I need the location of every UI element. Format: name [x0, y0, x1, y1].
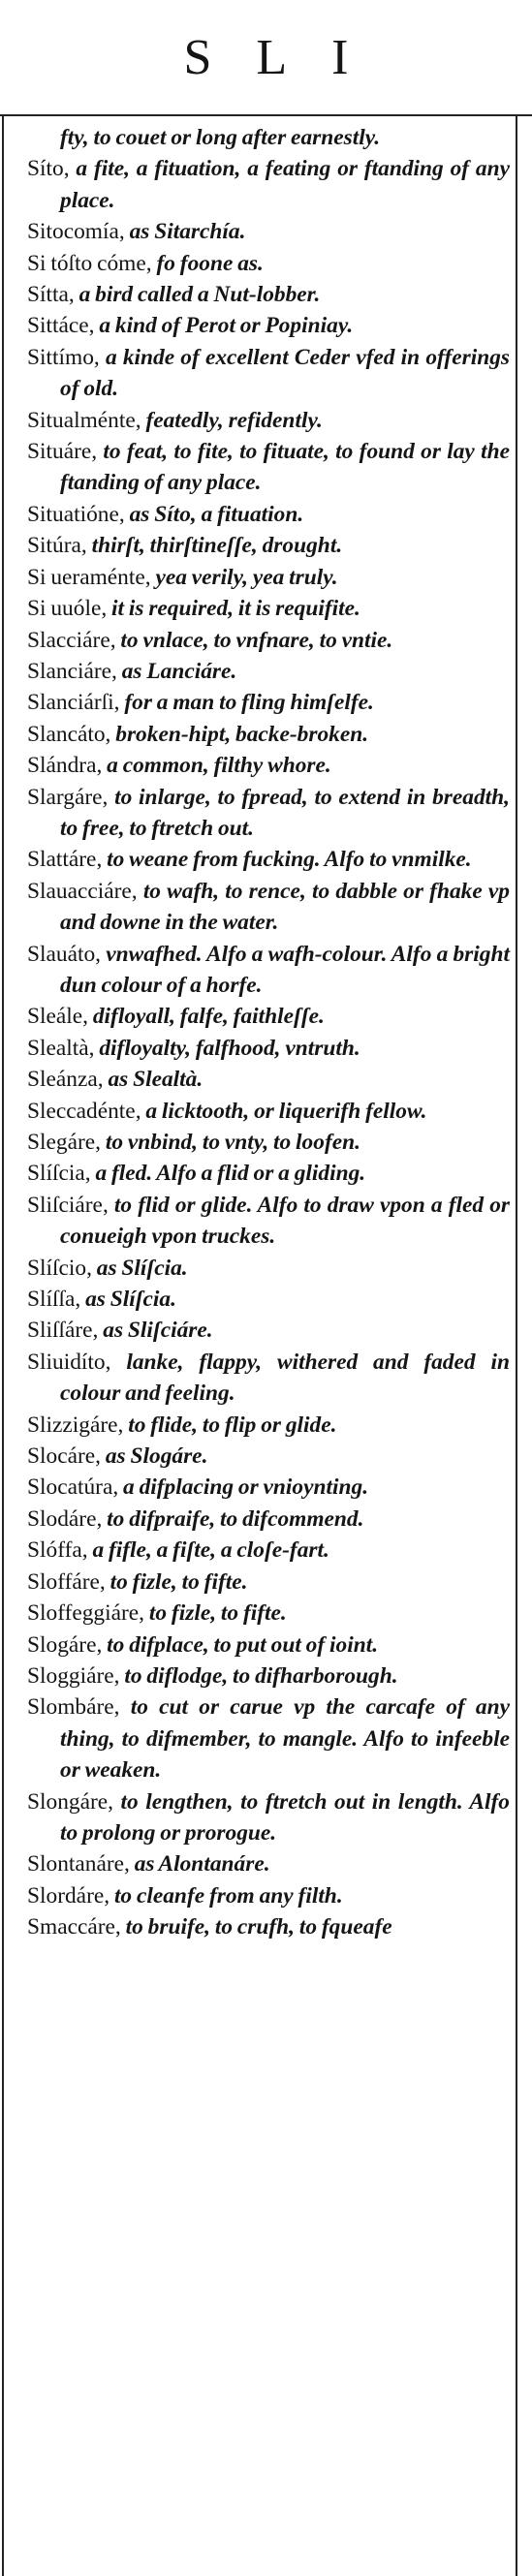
entry-headword: Sittáce,	[27, 313, 100, 339]
entry-definition: a difplacing or vnioynting.	[123, 1474, 369, 1501]
entry-definition: broken-hipt, backe-broken.	[115, 721, 369, 747]
dictionary-entry	[27, 1001, 510, 1032]
dictionary-entry	[27, 1441, 510, 1472]
entry-definition: to bruife, to crufh, to fqueafe	[125, 1914, 392, 1940]
dictionary-entry	[27, 876, 510, 939]
dictionary-entry	[27, 1190, 510, 1253]
entry-headword: Slordáre,	[27, 1882, 114, 1909]
entry-definition: to vnbind, to vnty, to loofen.	[105, 1130, 360, 1155]
entry-definition: lanke, flappy, withered and faded in colour and feeling.	[60, 1349, 510, 1407]
entry-definition: as Slíſcia.	[96, 1255, 188, 1281]
entry-definition: thirſt, thirſtineſſe, drought.	[91, 533, 343, 559]
dictionary-entry	[27, 153, 510, 216]
entry-headword: Slodáre,	[27, 1505, 108, 1532]
dictionary-entry	[27, 405, 510, 436]
entry-definition: a kind of Perot or Popiniay.	[99, 313, 354, 339]
entry-definition: to lengthen, to ftretch out in length. Alfo to prolong or prorogue.	[60, 1788, 510, 1846]
dictionary-entry	[27, 1096, 510, 1127]
dictionary-entry	[27, 1253, 510, 1284]
entry-headword: Sloffáre,	[27, 1568, 110, 1595]
entry-headword: Slongáre,	[27, 1788, 121, 1815]
entry-headword: Slocáre,	[27, 1443, 106, 1470]
entry-headword: Sitocomía,	[27, 219, 130, 245]
dictionary-entry	[27, 1504, 510, 1535]
dictionary-entry	[27, 1535, 510, 1566]
running-head	[0, 0, 532, 114]
entry-headword: Slanciárſi,	[27, 690, 125, 716]
entry-definition: as Síto, a fituation.	[129, 501, 304, 527]
entry-definition: it is required, it is requifite.	[111, 596, 360, 622]
entry-definition: featedly, refidently.	[145, 407, 323, 433]
entry-headword: Sliſſáre,	[27, 1318, 104, 1344]
entry-definition: to difplace, to put out of ioint.	[107, 1631, 379, 1658]
entry-headword: Slogáre,	[27, 1631, 108, 1658]
entry-headword: Slontanáre,	[27, 1851, 135, 1878]
entry-headword: Slargáre,	[27, 784, 115, 810]
entry-headword: Slattáre,	[27, 847, 108, 873]
entry-headword: Si uuóle,	[27, 596, 112, 622]
dictionary-entry	[27, 1315, 510, 1346]
entry-definition: as Sliſciáre.	[103, 1318, 213, 1344]
entry-headword: Slacciáre,	[27, 627, 121, 653]
entry-headword: Si tóſto cóme,	[27, 250, 157, 276]
entry-headword: Si ueraménte,	[27, 564, 156, 590]
entry-headword: Sloffeggiáre,	[27, 1600, 149, 1627]
dictionary-entry	[27, 1033, 510, 1064]
dictionary-entry	[27, 1880, 510, 1911]
entry-definition: a fled. Alfo a flid or a gliding.	[95, 1161, 366, 1187]
dictionary-entry	[27, 1660, 510, 1691]
dictionary-entry	[27, 499, 510, 530]
entry-definition: a common, filthy whore.	[107, 753, 331, 779]
entry-headword: Slíſſa,	[27, 1287, 86, 1313]
entry-headword: Slíſcio,	[27, 1255, 97, 1281]
column-rule-left	[2, 114, 4, 2576]
entry-definition: a bird called a Nut-lobber.	[78, 282, 321, 308]
entry-definition: to flide, to flip or glide.	[128, 1412, 337, 1438]
entry-definition: fo foone as.	[156, 250, 264, 276]
dictionary-entry	[27, 436, 510, 499]
entry-definition: fty, to couet or long after earnestly.	[60, 125, 381, 150]
entry-headword: Situalménte,	[27, 407, 146, 433]
entry-definition: to feat, to fite, to fituate, to found or lay the ftanding of any place.	[60, 439, 510, 496]
dictionary-entry	[27, 750, 510, 781]
entry-headword: Sleccadénte,	[27, 1098, 146, 1124]
entry-definition: as Sitarchía.	[129, 219, 246, 245]
entry-definition: for a man to fling himſelfe.	[124, 690, 374, 716]
column-rule-right	[516, 114, 517, 2576]
dictionary-entry	[27, 342, 510, 405]
entry-headword: Situáre,	[27, 439, 104, 465]
dictionary-entry	[27, 1158, 510, 1189]
dictionary-entry	[27, 1911, 510, 1942]
entry-definition: to inlarge, to fpread, to extend in breadth, to free, to ftretch out.	[60, 784, 510, 841]
entry-headword: Sliſciáre,	[27, 1192, 114, 1218]
entry-headword: Slanciáre,	[27, 658, 122, 684]
dictionary-entry	[27, 782, 510, 845]
entry-definition: as Lanciáre.	[121, 658, 237, 684]
entry-definition: difloyall, falfe, faithleſſe.	[92, 1004, 325, 1030]
entry-definition: yea verily, yea truly.	[155, 564, 338, 590]
entry-headword: Sleále,	[27, 1004, 93, 1030]
entry-headword: Slealtà,	[27, 1035, 100, 1061]
entry-headword: Slizzigáre,	[27, 1412, 129, 1438]
dictionary-entry	[27, 1472, 510, 1503]
dictionary-entry	[27, 1691, 510, 1785]
entry-definition: as Slíſcia.	[85, 1287, 176, 1313]
entry-definition: as Slealtà.	[108, 1067, 203, 1093]
entry-definition: to wafh, to rence, to dabble or fhake vp and downe in the water.	[60, 878, 510, 936]
entry-headword: Slíſcia,	[27, 1161, 96, 1187]
dictionary-entry	[27, 1127, 510, 1158]
entry-headword: Situatióne,	[27, 501, 130, 527]
entry-definition: to flid or glide. Alfo to draw vpon a fled or conueigh vpon truckes.	[60, 1192, 510, 1250]
dictionary-entry	[27, 625, 510, 656]
entry-definition: to fizle, to fifte.	[110, 1568, 248, 1595]
entry-definition: as Slogáre.	[105, 1443, 208, 1470]
dictionary-entry	[27, 1848, 510, 1879]
entry-headword: Slocatúra,	[27, 1474, 124, 1501]
entry-definition: a fifle, a fiſte, a cloſe-fart.	[92, 1537, 329, 1564]
dictionary-entry	[27, 122, 510, 153]
dictionary-entry	[27, 248, 510, 279]
dictionary-entry	[27, 1064, 510, 1095]
entry-definition: to cut or carue vp the carcafe of any thing, to difmember, to mangle. Alfo to infeeble or weaken.	[60, 1694, 511, 1784]
header-rule	[0, 114, 532, 116]
entry-headword: Sliuidíto,	[27, 1349, 127, 1375]
dictionary-entry	[27, 310, 510, 341]
entry-headword: Sitúra,	[27, 533, 92, 559]
dictionary-entry	[27, 844, 510, 875]
entry-headword: Sítta,	[27, 282, 79, 308]
entry-headword: Slándra,	[27, 753, 108, 779]
dictionary-entry	[27, 656, 510, 687]
entry-definition: a licktooth, or liquerifh fellow.	[145, 1098, 427, 1124]
entry-definition: to difpraife, to difcommend.	[107, 1505, 364, 1532]
entry-headword: Síto,	[27, 156, 77, 182]
dictionary-entry	[27, 279, 510, 310]
entry-headword: Smaccáre,	[27, 1914, 126, 1940]
dictionary-entry	[27, 593, 510, 624]
entry-list	[27, 122, 510, 1943]
dictionary-entry	[27, 1410, 510, 1441]
dictionary-entry	[27, 1347, 510, 1410]
entry-headword: Sittímo,	[27, 344, 106, 370]
dictionary-entry	[27, 1567, 510, 1598]
dictionary-entry	[27, 1598, 510, 1629]
entry-headword: Slombáre,	[27, 1694, 131, 1721]
entry-headword: Slegáre,	[27, 1130, 106, 1155]
dictionary-entry	[27, 939, 510, 1002]
dictionary-entry	[27, 1786, 510, 1849]
entry-definition: as Alontanáre.	[134, 1851, 270, 1878]
entry-definition: to diflodge, to difharborough.	[124, 1662, 398, 1689]
entry-definition: a kinde of excellent Ceder vfed in offerings of old.	[60, 344, 510, 402]
entry-definition: to weane from fucking. Alfo to vnmilke.	[107, 847, 472, 873]
entry-definition: vnwafhed. Alfo a wafh-colour. Alfo a bright dun colour of a horfe.	[60, 941, 510, 998]
dictionary-entry	[27, 719, 510, 750]
entry-headword: Sloggiáre,	[27, 1662, 125, 1689]
dictionary-entry	[27, 1629, 510, 1660]
entry-headword: Slauáto,	[27, 941, 107, 967]
entry-headword: Slauacciáre,	[27, 878, 143, 904]
entry-definition: to cleanfe from any filth.	[113, 1882, 343, 1909]
entry-definition: a fite, a fituation, a feating or ftanding of any place.	[60, 156, 510, 213]
dictionary-entry	[27, 1284, 510, 1315]
entry-definition: to vnlace, to vnfnare, to vntie.	[120, 627, 393, 653]
entry-headword: Slóffa,	[27, 1537, 93, 1564]
dictionary-entry	[27, 530, 510, 561]
entry-headword: Sleánza,	[27, 1067, 109, 1093]
dictionary-entry	[27, 216, 510, 247]
entry-headword: Slancáto,	[27, 721, 116, 747]
dictionary-entry	[27, 562, 510, 593]
entry-definition: difloyalty, falfhood, vntruth.	[99, 1035, 360, 1061]
entry-definition: to fizle, to fifte.	[148, 1600, 287, 1627]
running-head-text: SLI	[183, 29, 393, 85]
dictionary-entry	[27, 687, 510, 718]
